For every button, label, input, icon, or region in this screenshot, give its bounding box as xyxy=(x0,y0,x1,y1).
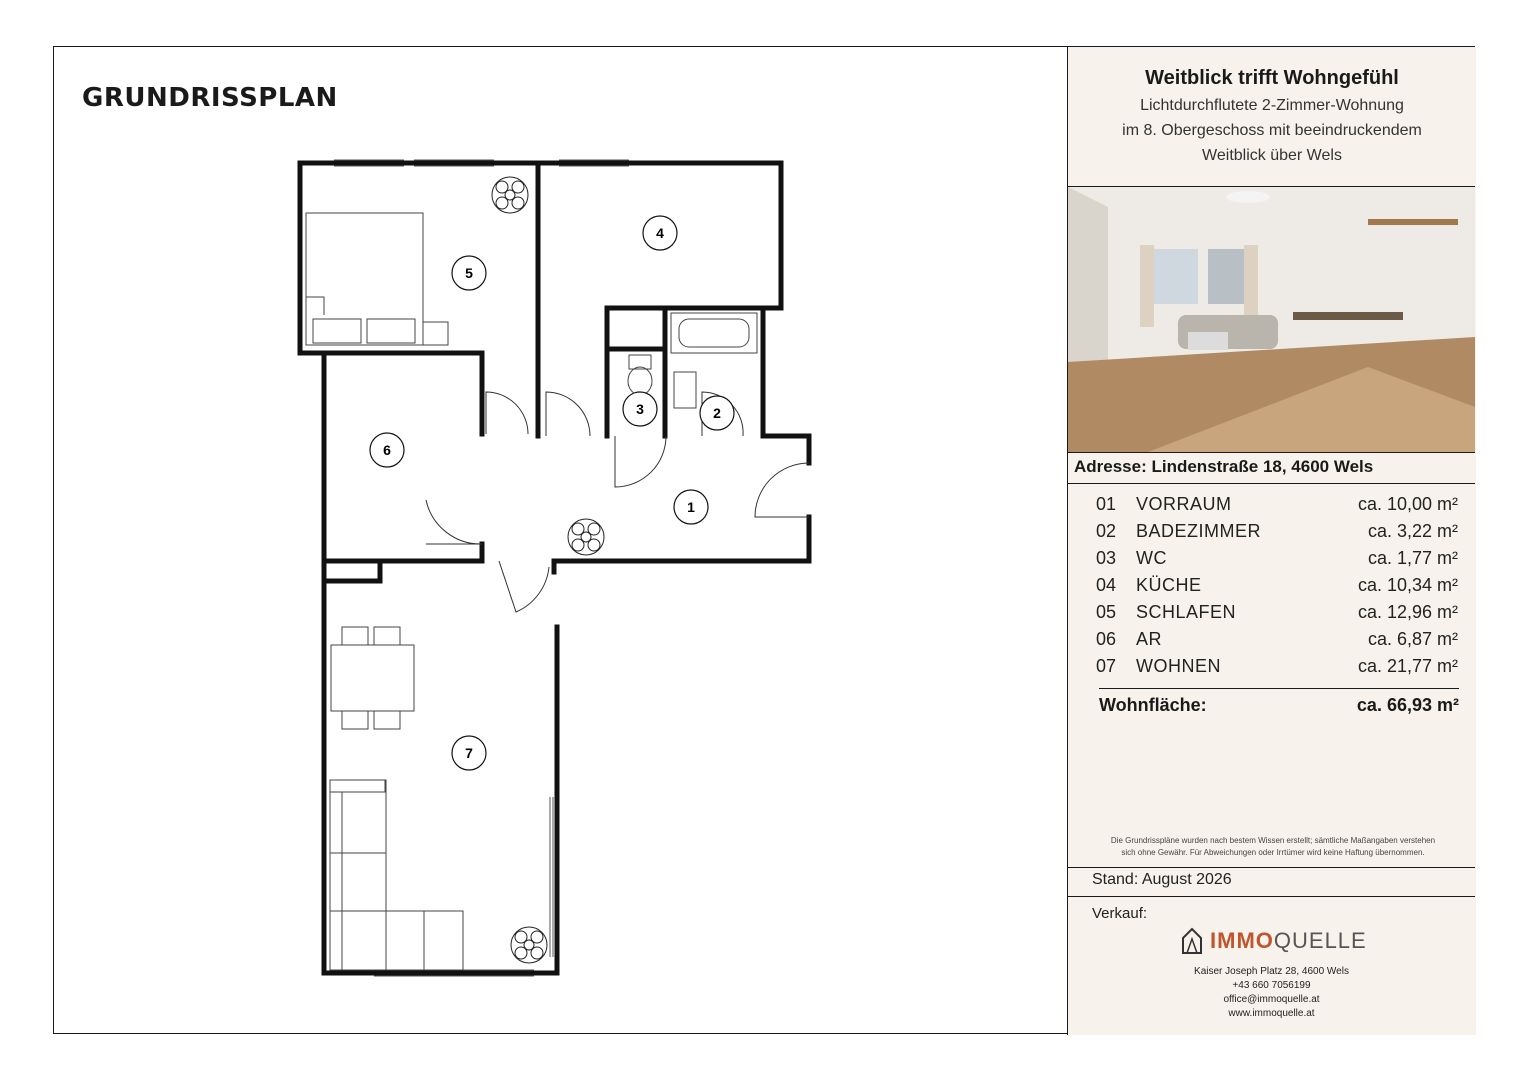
room-name: SCHLAFEN xyxy=(1136,602,1237,622)
room-marker-2: 2 xyxy=(713,405,721,421)
room-name: WC xyxy=(1136,548,1167,568)
room-area: ca. 6,87 m² xyxy=(1367,629,1458,649)
logo-house-icon xyxy=(1180,927,1204,955)
room-row xyxy=(1096,599,1458,626)
room-row xyxy=(1096,572,1458,599)
immoquelle-logo xyxy=(1180,927,1367,955)
contact-web[interactable]: www.immoquelle.at xyxy=(1228,1008,1315,1019)
room-marker-1: 1 xyxy=(687,499,695,515)
room-marker-5: 5 xyxy=(465,265,473,281)
room-area: ca. 21,77 m² xyxy=(1357,656,1458,676)
contact-block xyxy=(1068,965,1475,1021)
room-row xyxy=(1096,545,1458,572)
room-area: ca. 10,00 m² xyxy=(1357,494,1458,514)
room-name: KÜCHE xyxy=(1136,575,1202,595)
room-row xyxy=(1096,491,1458,518)
disclaimer-line-2: sich ohne Gewähr. Für Abweichungen oder Irrtümer wird keine Haftung übernommen. xyxy=(1121,848,1425,857)
listing-headline-block xyxy=(1068,47,1476,168)
room-area: ca. 1,77 m² xyxy=(1367,548,1458,568)
logo-immo: IMMO xyxy=(1210,928,1274,953)
room-number: 04 xyxy=(1096,575,1117,595)
room-name: VORRAUM xyxy=(1136,494,1232,514)
listing-subline-1: Lichtdurchflutete 2-Zimmer-Wohnung xyxy=(1140,97,1404,114)
listing-subline-3: Weitblick über Wels xyxy=(1202,147,1342,164)
room-row xyxy=(1096,626,1458,653)
address-divider xyxy=(1068,483,1475,484)
room-marker-4: 4 xyxy=(656,225,664,241)
stand-date: Stand: August 2026 xyxy=(1092,871,1232,888)
room-number: 03 xyxy=(1096,548,1117,568)
room-row xyxy=(1096,653,1458,680)
room-row xyxy=(1096,518,1458,545)
contact-phone[interactable]: +43 660 7056199 xyxy=(1232,980,1311,991)
total-area-value: ca. 66,93 m² xyxy=(1356,695,1459,715)
disclaimer xyxy=(1078,835,1468,859)
contact-email[interactable]: office@immoquelle.at xyxy=(1223,994,1320,1005)
room-area: ca. 10,34 m² xyxy=(1357,575,1458,595)
room-name: BADEZIMMER xyxy=(1136,521,1262,541)
plan-title: GRUNDRISSPLAN xyxy=(82,83,338,113)
room-marker-6: 6 xyxy=(383,442,391,458)
room-name: AR xyxy=(1136,629,1163,649)
total-area-label: Wohnfläche: xyxy=(1099,695,1207,715)
total-area-row xyxy=(1099,688,1459,716)
room-number: 06 xyxy=(1096,629,1117,649)
floorplan-sheet xyxy=(53,46,1475,1034)
room-list xyxy=(1096,491,1458,680)
room-number: 05 xyxy=(1096,602,1117,622)
stand-box xyxy=(1068,867,1475,897)
address-label: Adresse: Lindenstraße 18, 4600 Wels xyxy=(1074,457,1374,476)
verkauf-label: Verkauf: xyxy=(1092,905,1148,922)
room-number: 07 xyxy=(1096,656,1117,676)
room-marker-7: 7 xyxy=(465,745,473,761)
room-area: ca. 3,22 m² xyxy=(1367,521,1458,541)
room-marker-3: 3 xyxy=(636,401,644,417)
listing-headline: Weitblick trifft Wohngefühl xyxy=(1145,67,1399,89)
room-name: WOHNEN xyxy=(1136,656,1221,676)
logo-quelle: QUELLE xyxy=(1273,928,1367,953)
floor-plan-drawing xyxy=(54,47,1067,1035)
info-panel xyxy=(1067,47,1476,1035)
disclaimer-line-1: Die Grundrisspläne wurden nach bestem Wissen erstellt; sämtliche Maßangaben verstehen xyxy=(1110,836,1436,845)
listing-subline-2: im 8. Obergeschoss mit beeindruckendem xyxy=(1122,122,1422,139)
room-area: ca. 12,96 m² xyxy=(1357,602,1458,622)
contact-address: Kaiser Joseph Platz 28, 4600 Wels xyxy=(1194,966,1349,977)
living-room-photo xyxy=(1068,186,1475,453)
room-number: 01 xyxy=(1096,494,1117,514)
room-number: 02 xyxy=(1096,521,1117,541)
